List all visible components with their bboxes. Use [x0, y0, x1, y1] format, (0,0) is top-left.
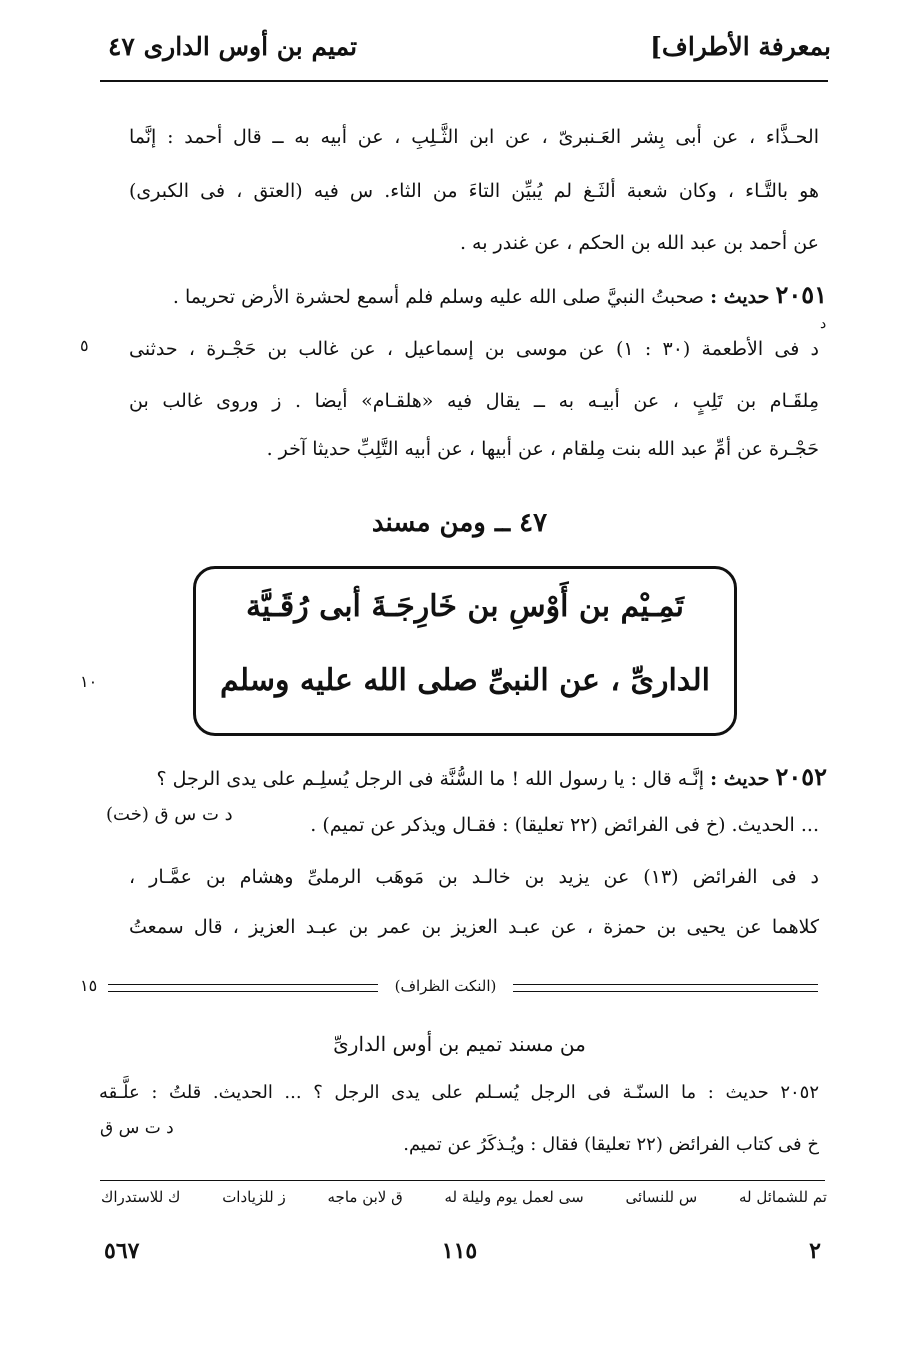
abbreviations-key — [101, 1188, 827, 1206]
frame-line-2: الدارىِّ ، عن النبىِّ صلى الله عليه وسلم — [219, 663, 711, 698]
text-line: هو بالتَّـاء ، وكان شعبة ألثَـغ لم يُبيِّن التاءَ من الثاء. س فيه (العتق ، فى الكبرى) — [129, 180, 819, 202]
sigla-text: (خت) د ت س ق — [106, 804, 233, 825]
divider-label: (النكت الظراف) — [394, 977, 497, 995]
page-number-right: ٢ — [809, 1238, 821, 1264]
abbreviation: ك للاستدراك — [101, 1188, 181, 1206]
text-line: كلاهما عن يحيى بن حمزة ، عن عبـد العزيز بن عمر بن عبـد العزيز ، قال سمعتُ — [129, 916, 819, 938]
abbreviation: س للنسائى — [625, 1188, 698, 1206]
divider-rule-right — [513, 984, 818, 992]
header-rule — [100, 80, 828, 82]
footnote-divider — [108, 979, 818, 999]
text-line: د فى الأطعمة (٣٠ : ١) عن موسى بن إسماعيل ، عن غالب بن حَجْـرة ، حدثنى — [129, 338, 819, 360]
hadith-text: صحبتُ النبيَّ صلى الله عليه وسلم فلم أسمع لحشرة الأرض تحريما . — [172, 286, 705, 308]
running-header-left: تميم بن أوس الدارى ٤٧ — [108, 32, 358, 61]
page-number-center: ١١٥ — [441, 1238, 478, 1264]
text-line: حَجْـرة عن أمِّ عبد الله بنت مِلقام ، عن أبيها ، عن أبيه التَّلِبِّ حديثا آخر . — [266, 438, 819, 460]
divider-rule-left — [108, 984, 378, 992]
nukat-heading: من مسند تميم بن أوس الدارىِّ — [333, 1032, 586, 1056]
section-title: ٤٧ ــ ومن مسند — [371, 508, 548, 538]
side-mark: د — [820, 316, 827, 332]
nukat-line: خ فى كتاب الفرائض (٢٢ تعليقا) فقال : ويُـذكَرُ عن تميم. — [403, 1134, 819, 1155]
text-line: الحـذَّاء ، عن أبى بِشر العَـنبرىّ ، عن ابن الثَّـلِبِ ، عن أبيه به ــ قال أحمد : إنَّما — [129, 126, 819, 148]
abbreviation: سى لعمل يوم وليلة له — [444, 1188, 584, 1206]
hadith-2052-heading — [117, 762, 827, 791]
frame-line-1: تَمِـيْم بن أَوْسِ بن خَارِجَـةَ أبى رُقَـيَّة — [245, 589, 685, 624]
running-header-right: بمعرفة الأطراف] — [650, 32, 831, 61]
line-number-15: ١٥ — [80, 976, 98, 995]
text-line: مِلقَـام بن تَلِبٍ ، عن أبيـه به ــ يقال فيه «هلقـام» أيضا . ز وروى غالب بن — [129, 390, 819, 412]
abbreviation: ز للزيادات — [222, 1188, 286, 1206]
hadith-label: حديث : — [710, 768, 770, 790]
footer-rule — [100, 1180, 825, 1181]
line-number-10: ١٠ — [80, 672, 98, 691]
hadith-number: ٢٠٥١ — [775, 280, 827, 309]
abbreviation: ق لابن ماجه — [327, 1188, 403, 1206]
sigla-marks — [106, 804, 233, 825]
line-number-5: ٥ — [80, 336, 89, 355]
abbreviation: تم للشمائل له — [738, 1188, 827, 1206]
hadith-2051-heading — [117, 280, 827, 309]
text-line: د فى الفرائض (١٣) عن يزيد بن خالـد بن مَوهَب الرملىِّ وهشام بن عمَّـار ، — [129, 866, 819, 888]
nukat-sigla — [100, 1118, 174, 1138]
text-line: ... الحديث. (خ فى الفرائض (٢٢ تعليقا) : فقـال ويذكر عن تميم) . — [310, 814, 819, 836]
hadith-text: إنَّـه قال : يا رسول الله ! ما السُّنَّة فى الرجل يُسلِـم على يدى الرجل ؟ — [156, 768, 705, 790]
text-line: عن أحمد بن عبد الله بن الحكم ، عن غندر به . — [459, 232, 819, 254]
sigla-text: د ت س ق — [100, 1118, 174, 1138]
hadith-number: ٢٠٥٢ — [775, 762, 827, 791]
nukat-line: ٢٠٥٢ حديث : ما السنّـة فى الرجل يُسـلم على يدى الرجل ؟ ... الحديث. قلتُ : علَّـقه — [99, 1082, 819, 1103]
hadith-label: حديث : — [710, 286, 770, 308]
musnad-title-frame — [193, 566, 737, 736]
page-number-left: ٥٦٧ — [104, 1238, 140, 1264]
